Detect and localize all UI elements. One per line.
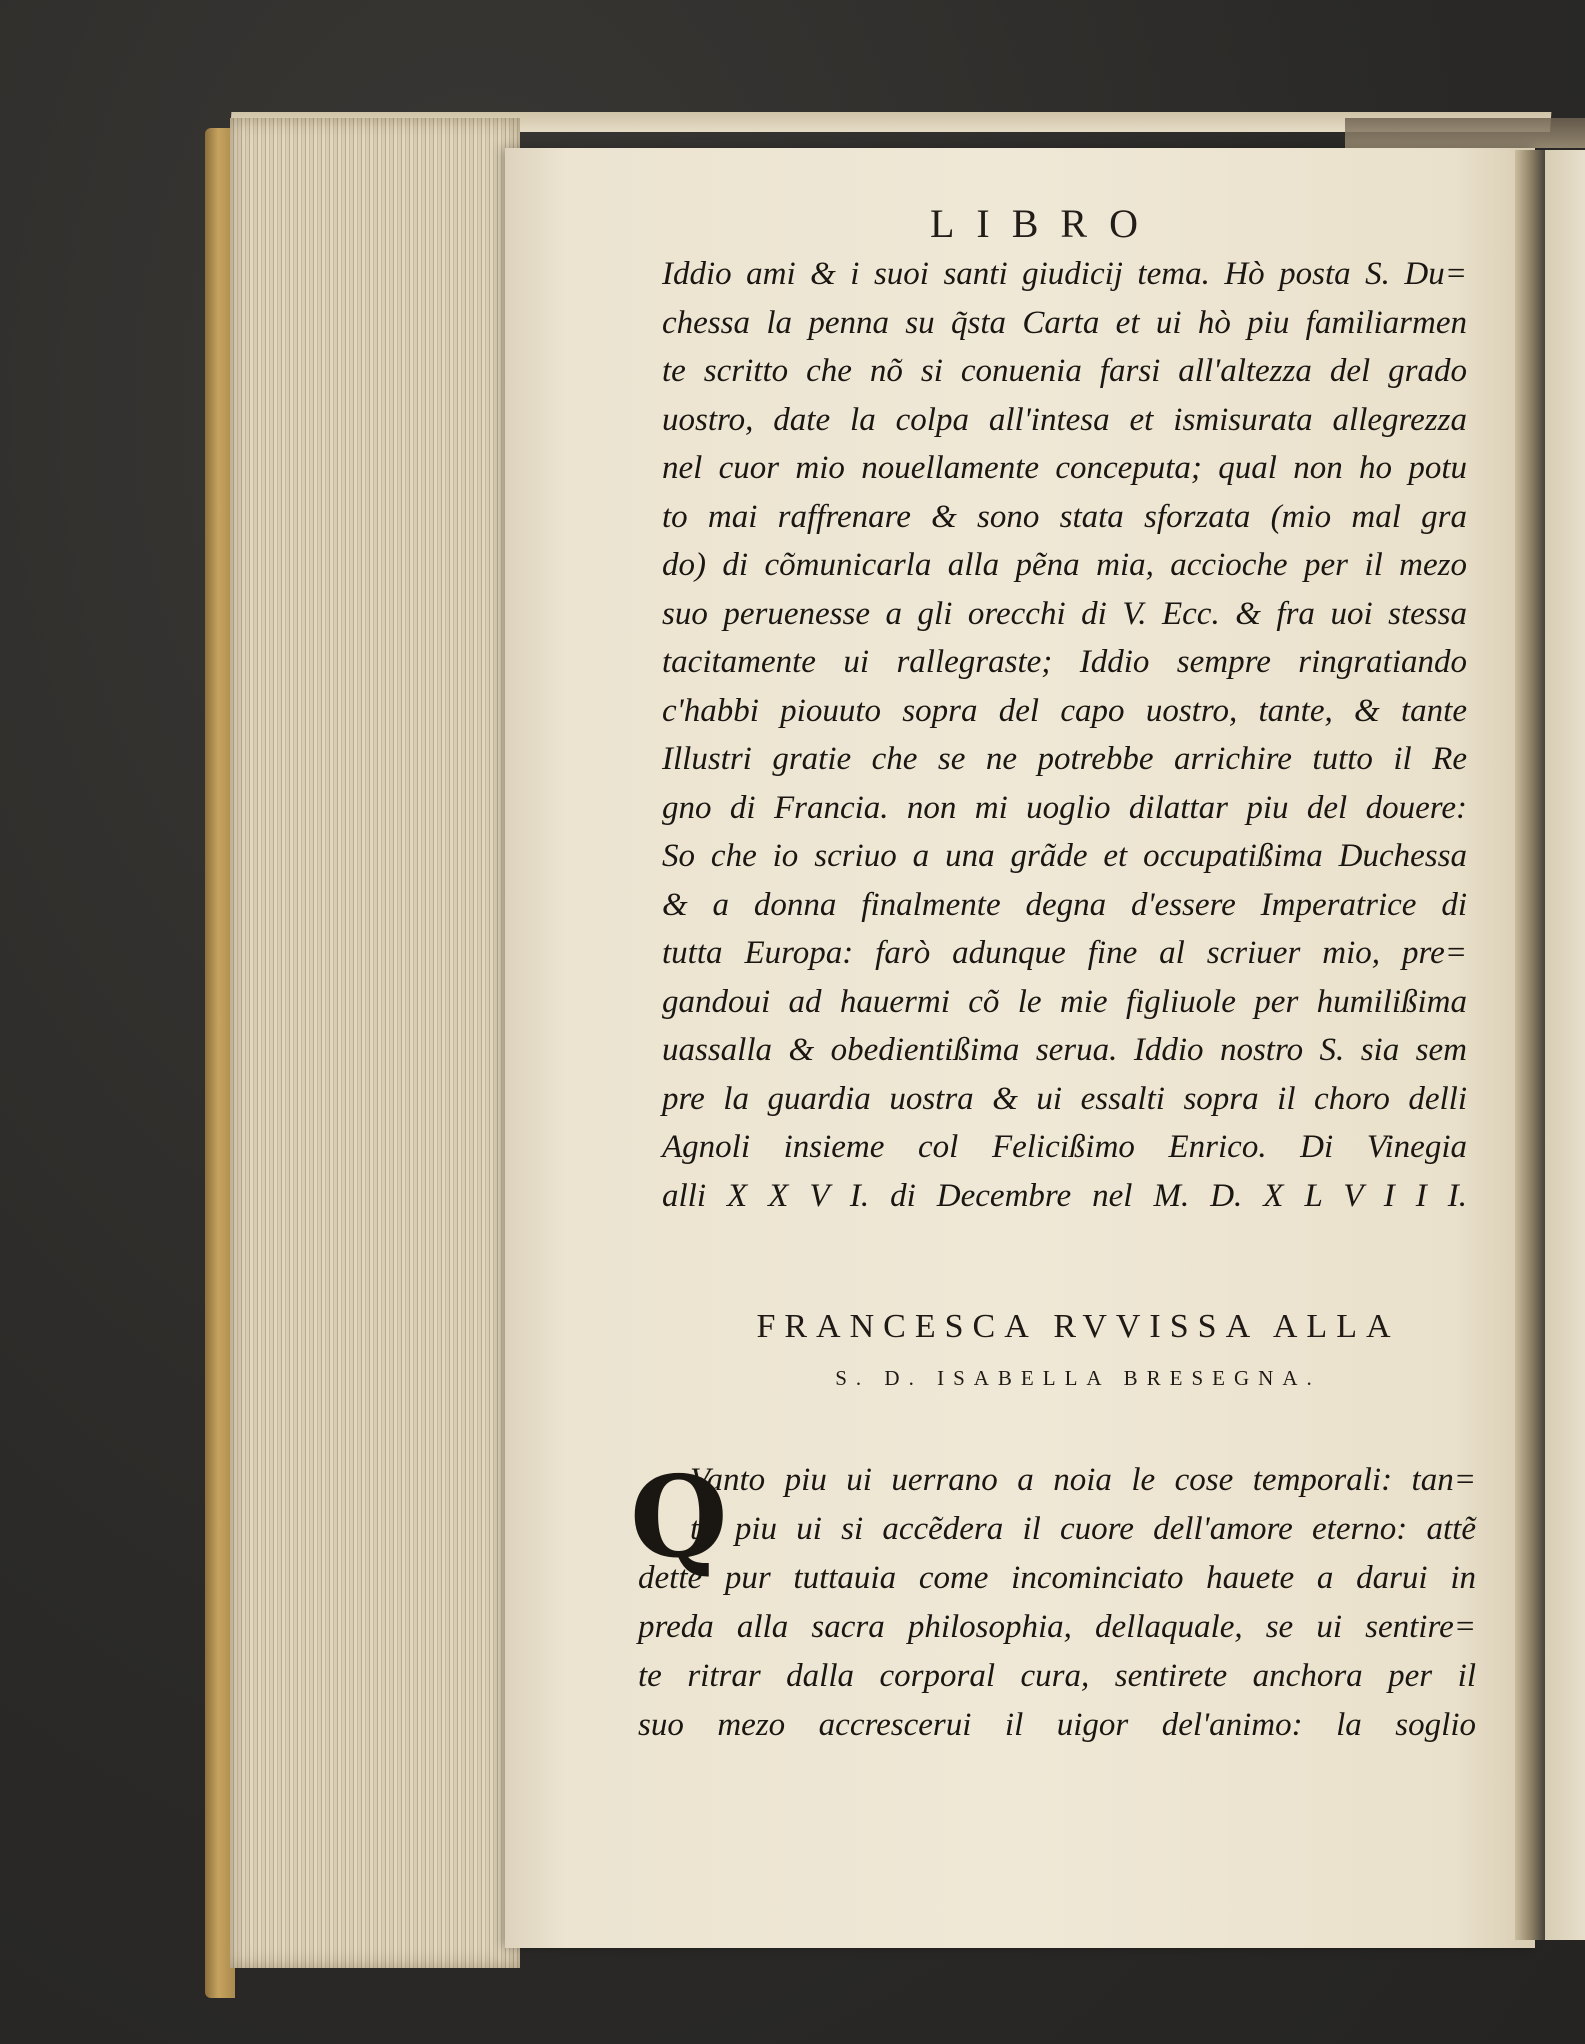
text-line: c'habbi piouuto sopra del capo uostro, tante, & tante: [662, 692, 1467, 729]
text-line: & a donna finalmente degna d'essere Imperatrice di: [662, 886, 1467, 923]
facing-page-edge: [1345, 118, 1585, 148]
text-line: te ritrar dalla corporal cura, sentirete anchora per il: [638, 1658, 1476, 1694]
letter-heading-addressee: S. D. ISABELLA BRESEGNA.: [835, 1366, 1321, 1390]
text-line: tutta Europa: farò adunque fine al scriuer mio, pre=: [662, 935, 1467, 971]
text-line: Illustri gratie che se ne potrebbe arrichire tutto il Re: [662, 741, 1467, 777]
text-line: nel cuor mio nouellamente conceputa; qual non ho potu: [662, 450, 1467, 486]
text-line: So che io scriuo a una grãde et occupatißima Duchessa: [662, 838, 1467, 874]
text-line: dette pur tuttauia come incominciato hauete a darui in: [638, 1560, 1476, 1596]
text-line: to piu ui si accẽdera il cuore dell'amore eterno: attẽ: [690, 1511, 1476, 1547]
text-line: uassalla & obedientißima serua. Iddio nostro S. sia sem: [662, 1032, 1467, 1068]
text-line: tacitamente ui rallegraste; Iddio sempre ringratiando: [662, 644, 1467, 680]
text-line: Agnoli insieme col Felicißimo Enrico. Di Vinegia: [662, 1129, 1467, 1165]
text-line: suo peruenesse a gli orecchi di V. Ecc. & fra uoi stessa: [662, 595, 1467, 632]
text-line: alli X X V I. di Decembre nel M. D. X L V I I I.: [662, 1177, 1467, 1214]
letter-body-text: [662, 250, 1467, 1220]
page-stack: [230, 118, 520, 1968]
text-line: gno di Francia. non mi uoglio dilattar piu del douere:: [662, 789, 1467, 826]
letter-text: [638, 1456, 1476, 1750]
text-line: do) di cõmunicarla alla pẽna mia, accioche per il mezo: [662, 547, 1467, 583]
text-line: Iddio ami & i suoi santi giudicij tema. Hò posta S. Du=: [662, 256, 1467, 292]
text-line: preda alla sacra philosophia, dellaquale, se ui sentire=: [638, 1609, 1476, 1645]
text-line: chessa la penna su q̃sta Carta et ui hò piu familiarmen: [662, 304, 1467, 341]
drop-cap: Q: [630, 1452, 728, 1583]
text-line: to mai raffrenare & sono stata sforzata (mio mal gra: [662, 498, 1467, 535]
running-head: LIBRO: [930, 201, 1160, 246]
facing-page-sliver: [1545, 150, 1585, 1940]
text-line: uostro, date la colpa all'intesa et ismisurata allegrezza: [662, 401, 1467, 438]
book-gutter: [1515, 150, 1547, 1940]
text-line: gandoui ad hauermi cõ le mie figliuole per humilißima: [662, 983, 1467, 1020]
text-line: Vanto piu ui uerrano a noia le cose temporali: tan=: [690, 1462, 1476, 1498]
text-line: pre la guardia uostra & ui essalti sopra il choro delli: [662, 1080, 1467, 1117]
text-line: te scritto che nõ si conuenia farsi all'altezza del grado: [662, 353, 1467, 389]
letter-heading-title: FRANCESCA RVVISSA ALLA: [756, 1308, 1400, 1345]
text-line: suo mezo accrescerui il uigor del'animo: la soglio: [638, 1707, 1476, 1743]
